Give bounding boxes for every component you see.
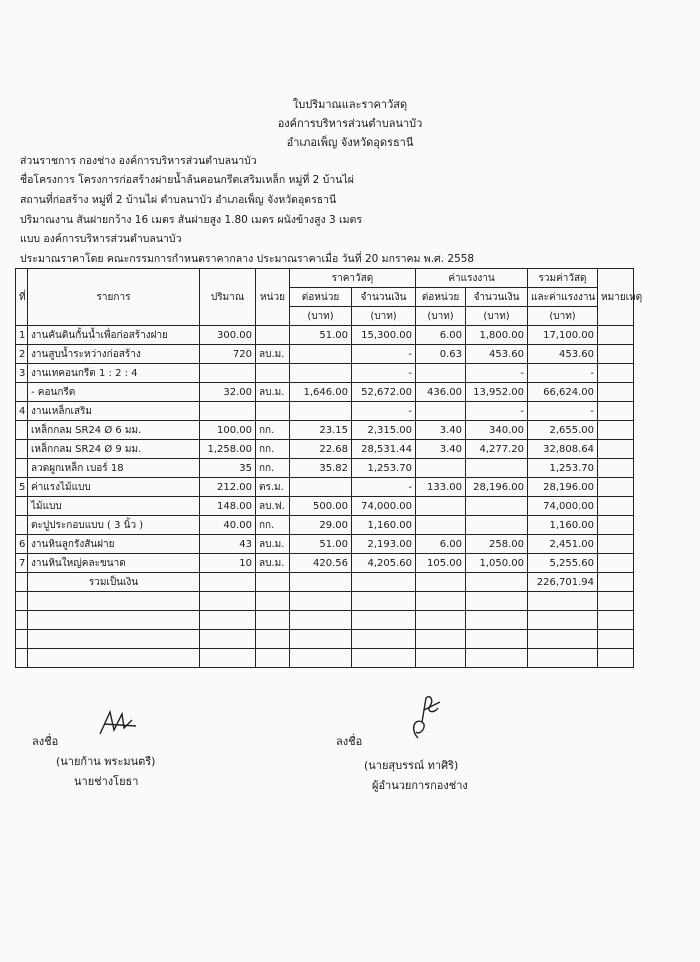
row-labor-unit-price: 3.40: [416, 440, 466, 459]
empty-cell: [352, 630, 416, 649]
empty-cell: [256, 630, 290, 649]
total-label: รวมเป็นเงิน: [28, 573, 200, 592]
row-labor-amount: 258.00: [466, 535, 528, 554]
row-unit: ลบ.ม.: [256, 535, 290, 554]
row-labor-amount: 4,277.20: [466, 440, 528, 459]
empty-cell: [416, 649, 466, 668]
row-no: 3: [16, 364, 28, 383]
row-total: 32,808.64: [528, 440, 598, 459]
row-total: 2,655.00: [528, 421, 598, 440]
row-material-amount: 74,000.00: [352, 497, 416, 516]
empty-cell: [290, 630, 352, 649]
row-item: งานเทคอนกรีต 1 : 2 : 4: [28, 364, 200, 383]
empty-cell: [200, 649, 256, 668]
empty-cell: [352, 611, 416, 630]
row-item: งานหินใหญ่คละขนาด: [28, 554, 200, 573]
table-header-row: [16, 269, 634, 288]
empty-cell: [16, 649, 28, 668]
header-baht: (บาท): [290, 307, 352, 326]
empty-cell: [466, 573, 528, 592]
row-material-unit-price: 500.00: [290, 497, 352, 516]
district-name: อำเภอเพ็ญ จังหวัดอุดรธานี: [286, 136, 414, 149]
row-qty: 10: [200, 554, 256, 573]
left-sign-label: ลงชื่อ: [32, 735, 59, 748]
row-item: ไม้แบบ: [28, 497, 200, 516]
table-total-row: [16, 573, 634, 592]
empty-cell: [28, 592, 200, 611]
empty-cell: [528, 649, 598, 668]
row-remark: [598, 516, 634, 535]
row-labor-unit-price: 105.00: [416, 554, 466, 573]
right-signer-position: ผู้อำนวยการกองช่าง: [372, 779, 468, 792]
row-labor-amount: [466, 516, 528, 535]
row-no: [16, 383, 28, 402]
row-material-amount: 4,205.60: [352, 554, 416, 573]
row-labor-amount: 28,196.00: [466, 478, 528, 497]
estimate-line: ประมาณราคาโดย คณะกรรมการกำหนดราคากลาง ประมาณราคาเมื่อ วันที่ 20 มกราคม พ.ศ. 2558: [20, 253, 475, 265]
row-material-unit-price: 35.82: [290, 459, 352, 478]
row-qty: 212.00: [200, 478, 256, 497]
empty-cell: [466, 630, 528, 649]
row-unit: กก.: [256, 421, 290, 440]
table-row: [16, 421, 634, 440]
row-qty: 43: [200, 535, 256, 554]
empty-cell: [28, 611, 200, 630]
empty-cell: [290, 573, 352, 592]
empty-cell: [598, 611, 634, 630]
right-sign-label: ลงชื่อ: [336, 735, 363, 748]
table-row: [16, 554, 634, 573]
row-material-amount: 1,160.00: [352, 516, 416, 535]
row-no: [16, 516, 28, 535]
agency-line: ส่วนราชการ กองช่าง องค์การบริหารส่วนตำบลนาบัว: [20, 155, 257, 167]
empty-cell: [256, 592, 290, 611]
row-unit: ลบ.ม.: [256, 383, 290, 402]
empty-cell: [528, 630, 598, 649]
row-material-amount: 52,672.00: [352, 383, 416, 402]
empty-cell: [256, 611, 290, 630]
row-labor-unit-price: 6.00: [416, 326, 466, 345]
row-total: 5,255.60: [528, 554, 598, 573]
table-row: [16, 326, 634, 345]
empty-cell: [466, 611, 528, 630]
row-material-unit-price: [290, 345, 352, 364]
table-row: [16, 478, 634, 497]
row-labor-amount: 340.00: [466, 421, 528, 440]
row-qty: 1,258.00: [200, 440, 256, 459]
project-line: ชื่อโครงการ โครงการก่อสร้างฝายน้ำล้นคอนกรีตเสริมเหล็ก หมู่ที่ 2 บ้านไผ่: [20, 174, 354, 186]
right-signer-name: (นายสุบรรณ์ ทาศิริ): [364, 759, 459, 772]
row-total: 28,196.00: [528, 478, 598, 497]
row-labor-amount: 1,800.00: [466, 326, 528, 345]
empty-row: [16, 649, 634, 668]
row-remark: [598, 402, 634, 421]
row-item: งานเหล็กเสริม: [28, 402, 200, 421]
row-item: งานคันดินกั้นน้ำเพื่อก่อสร้างฝาย: [28, 326, 200, 345]
header-total-3: (บาท): [528, 307, 598, 326]
row-material-amount: -: [352, 478, 416, 497]
row-material-amount: 15,300.00: [352, 326, 416, 345]
table-row: [16, 383, 634, 402]
empty-cell: [16, 592, 28, 611]
row-material-unit-price: [290, 402, 352, 421]
location-line: สถานที่ก่อสร้าง หมู่ที่ 2 บ้านไผ่ ตำบลนาบัว อำเภอเพ็ญ จังหวัดอุดรธานี: [20, 194, 337, 206]
row-labor-amount: 1,050.00: [466, 554, 528, 573]
row-qty: 148.00: [200, 497, 256, 516]
left-signature: [96, 706, 146, 740]
table-row: [16, 497, 634, 516]
empty-cell: [28, 630, 200, 649]
empty-cell: [466, 649, 528, 668]
header-baht: (บาท): [352, 307, 416, 326]
empty-cell: [200, 630, 256, 649]
header-no: ที่: [16, 269, 28, 326]
row-no: 7: [16, 554, 28, 573]
row-material-amount: 2,315.00: [352, 421, 416, 440]
empty-cell: [598, 649, 634, 668]
row-qty: 40.00: [200, 516, 256, 535]
row-material-amount: 2,193.00: [352, 535, 416, 554]
table-row: [16, 364, 634, 383]
empty-cell: [200, 592, 256, 611]
row-labor-unit-price: 6.00: [416, 535, 466, 554]
row-unit: ลบ.ฟ.: [256, 497, 290, 516]
header-baht: (บาท): [466, 307, 528, 326]
empty-cell: [16, 611, 28, 630]
row-no: [16, 497, 28, 516]
row-labor-amount: 13,952.00: [466, 383, 528, 402]
row-no: 2: [16, 345, 28, 364]
row-no: [16, 440, 28, 459]
org-name: องค์การบริหารส่วนตำบลนาบัว: [277, 117, 423, 130]
empty-cell: [352, 573, 416, 592]
row-remark: [598, 326, 634, 345]
row-material-amount: -: [352, 402, 416, 421]
row-total: 2,451.00: [528, 535, 598, 554]
row-labor-unit-price: [416, 516, 466, 535]
header-material: ราคาวัสดุ: [290, 269, 416, 288]
row-qty: 300.00: [200, 326, 256, 345]
row-labor-unit-price: [416, 364, 466, 383]
header-total-2: และค่าแรงงาน: [528, 288, 598, 307]
document-title: ใบปริมาณและราคาวัสดุ: [292, 98, 408, 111]
empty-cell: [352, 649, 416, 668]
row-total: 453.60: [528, 345, 598, 364]
table-row: [16, 459, 634, 478]
row-labor-unit-price: 133.00: [416, 478, 466, 497]
row-labor-unit-price: [416, 402, 466, 421]
row-total: 17,100.00: [528, 326, 598, 345]
row-qty: 35: [200, 459, 256, 478]
row-material-unit-price: [290, 364, 352, 383]
row-remark: [598, 554, 634, 573]
row-material-unit-price: 22.68: [290, 440, 352, 459]
row-total: 1,160.00: [528, 516, 598, 535]
row-item: - คอนกรีต: [28, 383, 200, 402]
row-item: ลวดผูกเหล็ก เบอร์ 18: [28, 459, 200, 478]
row-item: เหล็กกลม SR24 Ø 6 มม.: [28, 421, 200, 440]
row-no: [16, 459, 28, 478]
empty-cell: [28, 649, 200, 668]
row-no: 5: [16, 478, 28, 497]
row-unit: [256, 402, 290, 421]
empty-cell: [528, 592, 598, 611]
empty-row: [16, 611, 634, 630]
right-signature: [400, 692, 446, 742]
row-no: 1: [16, 326, 28, 345]
row-item: งานสูบน้ำระหว่างก่อสร้าง: [28, 345, 200, 364]
header-baht: (บาท): [416, 307, 466, 326]
row-remark: [598, 364, 634, 383]
row-material-amount: -: [352, 364, 416, 383]
empty-cell: [352, 592, 416, 611]
empty-cell: [200, 611, 256, 630]
empty-cell: [256, 649, 290, 668]
row-total: -: [528, 364, 598, 383]
table-row: [16, 535, 634, 554]
row-total: 1,253.70: [528, 459, 598, 478]
row-unit: ลบ.ม.: [256, 554, 290, 573]
empty-cell: [16, 573, 28, 592]
row-labor-unit-price: [416, 459, 466, 478]
header-qty: ปริมาณ: [200, 269, 256, 326]
row-remark: [598, 440, 634, 459]
row-qty: 100.00: [200, 421, 256, 440]
empty-cell: [598, 573, 634, 592]
row-unit: [256, 364, 290, 383]
row-labor-amount: [466, 497, 528, 516]
left-signer-name: (นายก้าน พระมนตรี): [56, 755, 156, 768]
header-item: รายการ: [28, 269, 200, 326]
row-labor-unit-price: 0.63: [416, 345, 466, 364]
row-item: ค่าแรงไม้แบบ: [28, 478, 200, 497]
header-unit: หน่วย: [256, 269, 290, 326]
empty-cell: [416, 630, 466, 649]
row-material-unit-price: 1,646.00: [290, 383, 352, 402]
row-remark: [598, 497, 634, 516]
row-labor-amount: 453.60: [466, 345, 528, 364]
empty-cell: [16, 630, 28, 649]
row-remark: [598, 459, 634, 478]
row-material-unit-price: 420.56: [290, 554, 352, 573]
empty-cell: [598, 592, 634, 611]
row-remark: [598, 383, 634, 402]
empty-cell: [290, 649, 352, 668]
row-item: งานหินลูกรังสันฝาย: [28, 535, 200, 554]
header-material-amount: จำนวนเงิน: [352, 288, 416, 307]
empty-cell: [290, 592, 352, 611]
row-material-amount: -: [352, 345, 416, 364]
left-signer-position: นายช่างโยธา: [74, 775, 139, 788]
header-material-unit: ต่อหน่วย: [290, 288, 352, 307]
row-remark: [598, 345, 634, 364]
header-labor: ค่าแรงงาน: [416, 269, 528, 288]
row-material-amount: 1,253.70: [352, 459, 416, 478]
quantity-line: ปริมาณงาน สันฝายกว้าง 16 เมตร สันฝายสูง 1.80 เมตร ผนังข้างสูง 3 เมตร: [20, 214, 363, 226]
row-item: ตะปูประกอบแบบ ( 3 นิ้ว ): [28, 516, 200, 535]
row-labor-amount: [466, 459, 528, 478]
empty-cell: [256, 573, 290, 592]
header-labor-amount: จำนวนเงิน: [466, 288, 528, 307]
header-labor-unit: ต่อหน่วย: [416, 288, 466, 307]
grand-total: 226,701.94: [528, 573, 598, 592]
row-labor-unit-price: 3.40: [416, 421, 466, 440]
row-unit: กก.: [256, 516, 290, 535]
row-no: 6: [16, 535, 28, 554]
empty-row: [16, 592, 634, 611]
header-remark: หมายเหตุ: [598, 269, 634, 326]
row-unit: [256, 326, 290, 345]
empty-row: [16, 630, 634, 649]
row-unit: ตร.ม.: [256, 478, 290, 497]
row-material-unit-price: [290, 478, 352, 497]
row-unit: กก.: [256, 459, 290, 478]
row-unit: กก.: [256, 440, 290, 459]
empty-cell: [200, 573, 256, 592]
row-material-unit-price: 51.00: [290, 535, 352, 554]
row-labor-amount: -: [466, 364, 528, 383]
table-row: [16, 402, 634, 421]
row-qty: 32.00: [200, 383, 256, 402]
empty-cell: [416, 611, 466, 630]
empty-cell: [466, 592, 528, 611]
design-line: แบบ องค์การบริหารส่วนตำบลนาบัว: [20, 233, 182, 245]
row-remark: [598, 421, 634, 440]
row-item: เหล็กกลม SR24 Ø 9 มม.: [28, 440, 200, 459]
header-total-1: รวมค่าวัสดุ: [528, 269, 598, 288]
row-remark: [598, 535, 634, 554]
row-total: -: [528, 402, 598, 421]
row-material-unit-price: 23.15: [290, 421, 352, 440]
row-labor-unit-price: [416, 497, 466, 516]
row-total: 66,624.00: [528, 383, 598, 402]
empty-cell: [416, 592, 466, 611]
row-material-unit-price: 29.00: [290, 516, 352, 535]
table-row: [16, 440, 634, 459]
row-material-unit-price: 51.00: [290, 326, 352, 345]
quantity-price-table: [15, 268, 643, 668]
empty-cell: [598, 630, 634, 649]
table-row: [16, 516, 634, 535]
row-qty: 720: [200, 345, 256, 364]
row-unit: ลบ.ม.: [256, 345, 290, 364]
empty-cell: [528, 611, 598, 630]
row-no: [16, 421, 28, 440]
table-row: [16, 345, 634, 364]
row-no: 4: [16, 402, 28, 421]
row-labor-amount: -: [466, 402, 528, 421]
row-material-amount: 28,531.44: [352, 440, 416, 459]
row-qty: [200, 402, 256, 421]
row-remark: [598, 478, 634, 497]
row-qty: [200, 364, 256, 383]
empty-cell: [416, 573, 466, 592]
row-labor-unit-price: 436.00: [416, 383, 466, 402]
row-total: 74,000.00: [528, 497, 598, 516]
empty-cell: [290, 611, 352, 630]
